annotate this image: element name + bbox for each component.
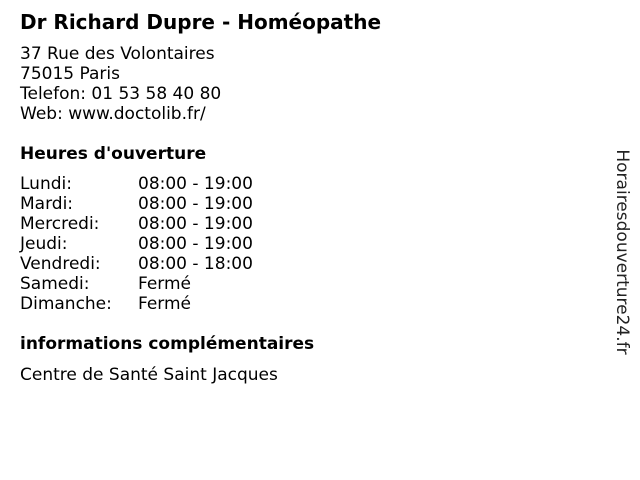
hours-time: Fermé <box>138 294 192 314</box>
hours-day: Jeudi: <box>20 234 68 254</box>
hours-time: 08:00 - 19:00 <box>138 234 253 254</box>
opening-hours-heading: Heures d'ouverture <box>20 144 207 164</box>
additional-info-heading: informations complémentaires <box>20 334 315 354</box>
address-block <box>20 44 221 124</box>
site-watermark: Horairesdouverture24.fr <box>612 149 632 355</box>
hours-time: Fermé <box>138 274 192 294</box>
additional-info-text: Centre de Santé Saint Jacques <box>20 365 278 385</box>
hours-day: Vendredi: <box>20 254 101 274</box>
city-postcode: 75015 Paris <box>20 64 120 84</box>
hours-time: 08:00 - 18:00 <box>138 254 253 274</box>
street-address: 37 Rue des Volontaires <box>20 44 215 64</box>
hours-day: Dimanche: <box>20 294 112 314</box>
website-link[interactable]: Web: www.doctolib.fr/ <box>20 104 206 124</box>
page-title: Dr Richard Dupre - Homéopathe <box>20 10 382 34</box>
hours-time: 08:00 - 19:00 <box>138 194 253 214</box>
hours-day: Samedi: <box>20 274 90 294</box>
hours-day: Mardi: <box>20 194 74 214</box>
hours-time: 08:00 - 19:00 <box>138 174 253 194</box>
hours-day: Mercredi: <box>20 214 100 234</box>
hours-time: 08:00 - 19:00 <box>138 214 253 234</box>
phone-number: Telefon: 01 53 58 40 80 <box>20 84 222 104</box>
hours-day: Lundi: <box>20 174 72 194</box>
